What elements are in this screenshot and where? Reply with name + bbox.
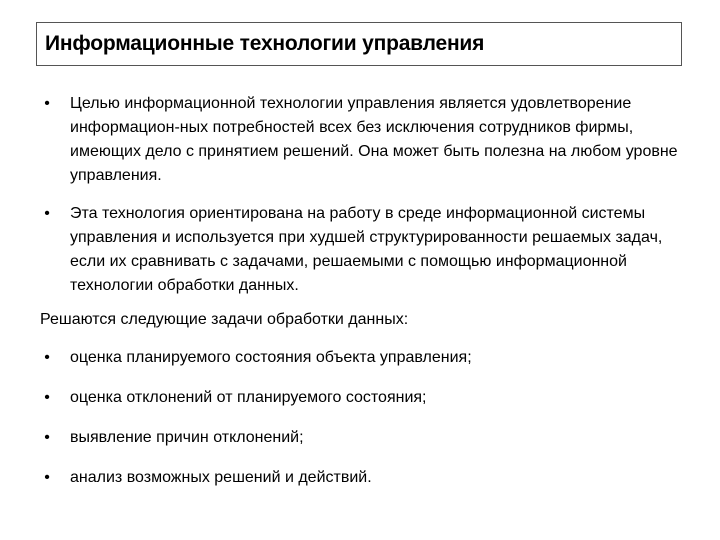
task-text: оценка отклонений от планируемого состояния; — [70, 389, 427, 406]
bullet-item — [40, 92, 690, 188]
task-item — [40, 346, 690, 370]
task-text: выявление причин отклонений; — [70, 429, 304, 446]
bullet-icon: • — [44, 349, 50, 366]
slide-content — [40, 92, 690, 490]
task-item — [40, 426, 690, 450]
title-box — [36, 22, 682, 66]
bullet-text: Эта технология ориентирована на работу в среде информационной системы управления и используется при худшей структурированности решаемых задач, если их сравнивать с задачами, решаемыми с помощью информационной технологии обработки данных. — [70, 205, 663, 294]
tasks-heading: Решаются следующие задачи обработки данных: — [40, 311, 409, 328]
task-item — [40, 386, 690, 410]
bullet-text: Целью информационной технологии управления является удовлетворение информацион-ных потребностей всех без исключения сотрудников фирмы, имеющих дело с принятием решений. Она может быть полезна на любом уровне управления. — [70, 95, 678, 184]
task-item — [40, 466, 690, 490]
bullet-item — [40, 202, 690, 298]
slide-title: Информационные технологии управления — [45, 32, 485, 55]
bullet-icon: • — [44, 429, 50, 446]
bullet-icon: • — [44, 205, 50, 222]
bullet-icon: • — [44, 95, 50, 112]
bullet-icon: • — [44, 389, 50, 406]
bullet-icon: • — [44, 469, 50, 486]
task-text: анализ возможных решений и действий. — [70, 469, 372, 486]
task-text: оценка планируемого состояния объекта управления; — [70, 349, 472, 366]
